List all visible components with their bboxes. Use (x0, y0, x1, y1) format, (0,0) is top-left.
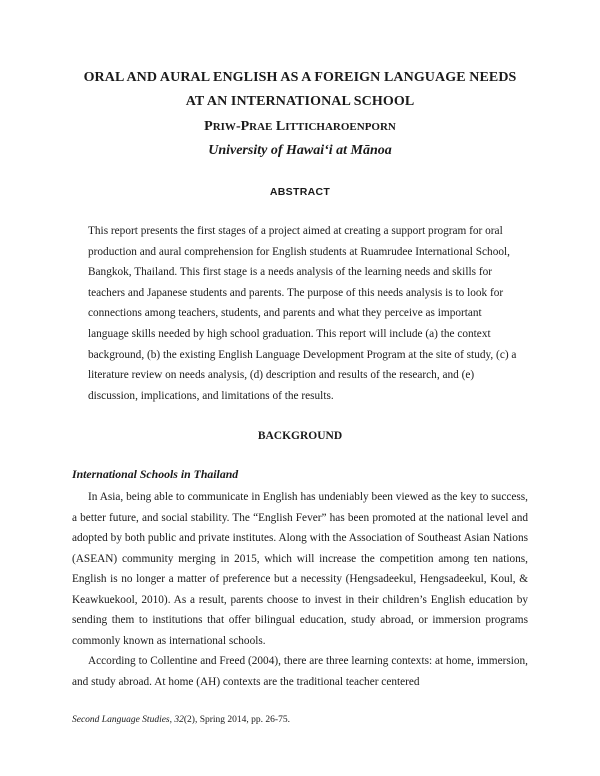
journal-issue-pages: (2), Spring 2014, pp. 26-75. (183, 715, 290, 725)
author-name: PRIW-PRAE LITTICHAROENPORN (204, 119, 396, 134)
journal-volume: 32 (174, 715, 184, 725)
abstract-paragraph: This report presents the first stages of a project aimed at creating a support program for oral production and aural comprehension for English students at Ruamrudee International School, Bangkok, Thailand. This first stage is a needs analysis of the learning needs and skills for teachers and Japanese students and parents. The purpose of this needs analysis is to look for connections among teachers, students, and parents and what they perceive as important language skills needed by high school graduation. This report will include (a) the context background, (b) the existing English Language Development Program at the site of study, (c) a literature review on needs analysis, (d) description and results of the research, and (e) discussion, implications, and limitations of the results. (88, 225, 517, 402)
page-footer-citation (72, 715, 290, 725)
body-paragraph: According to Collentine and Freed (2004), there are three learning contexts: at home, immersion, and study abroad. At home (AH) contexts are the traditional teacher centered (72, 655, 528, 688)
body-paragraph: In Asia, being able to communicate in English has undeniably been viewed as the key to success, a better future, and social stability. The “English Fever” has been promoted at the national level and adopted by both public and private institutes. Along with the Association of Southeast Asian Nations (ASEAN) community merging in 2015, which will increase the competition among ten nations, English is no longer a matter of preference but a necessity (Hengsadeekul, Hengsadeekul, Koul, & Keawkuekool, 2010). As a result, parents choose to invest in their children’s English education by sending them to institutions that offer bilingual education, study abroad, or immersion programs commonly known as international schools. (72, 491, 528, 647)
abstract-heading: ABSTRACT (269, 186, 331, 198)
background-heading: BACKGROUND (257, 430, 343, 442)
author-affiliation: University of Hawai‘i at Mānoa (208, 143, 392, 158)
journal-name: Second Language Studies, (72, 715, 175, 725)
section-subheading: International Schools in Thailand (72, 467, 239, 481)
paper-title-line-1: ORAL AND AURAL ENGLISH AS A FOREIGN LANGUAGE NEEDS (83, 70, 517, 85)
background-body (72, 487, 528, 692)
paper-title-line-2: AT AN INTERNATIONAL SCHOOL (185, 94, 415, 109)
